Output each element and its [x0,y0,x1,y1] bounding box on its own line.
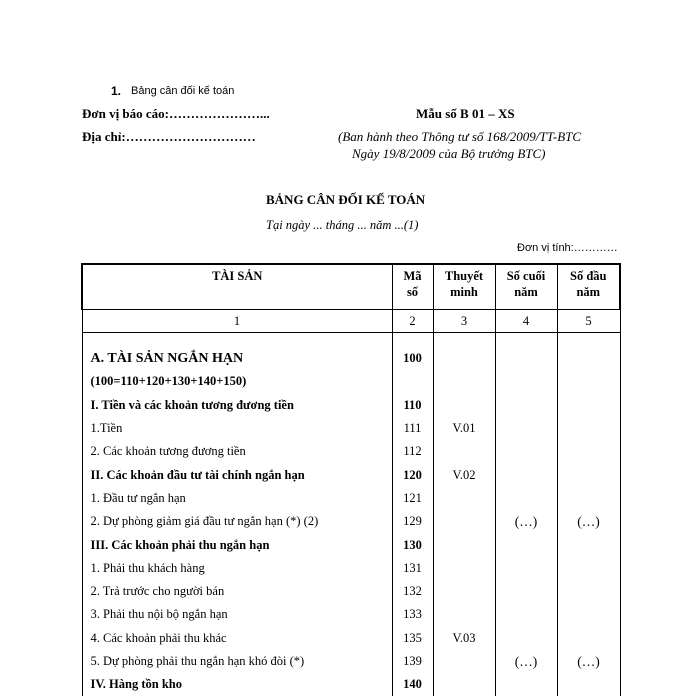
row-year-begin [557,440,620,463]
table-row [82,650,620,673]
spacer-cell [392,333,433,348]
table-row [82,557,620,580]
row-note [433,580,495,603]
row-code [392,370,433,393]
row-note [433,673,495,696]
row-year-begin [557,580,620,603]
row-code: 135 [392,627,433,650]
row-label: 1. Đầu tư ngắn hạn [82,487,392,510]
row-year-end [495,487,557,510]
balance-sheet-table [81,263,621,696]
row-label: II. Các khoản đầu tư tài chính ngắn hạn [82,463,392,486]
row-code: 111 [392,417,433,440]
header-assets [82,264,392,310]
spacer-row [82,333,620,348]
row-label: 3. Phải thu nội bộ ngắn hạn [82,603,392,626]
document-date-line: Tại ngày ... tháng ... năm ...(1) [266,218,419,232]
header-note-line1: Thuyết [444,269,484,283]
column-number: 3 [433,310,495,333]
column-number-row [82,310,620,333]
row-year-end [495,580,557,603]
row-label: I. Tiền và các khoản tương đương tiền [82,394,392,417]
currency-unit: Đơn vị tính:………… [517,242,618,254]
table-row [82,370,620,393]
row-code: 132 [392,580,433,603]
issued-by-line-1: (Ban hành theo Thông tư số 168/2009/TT-BTC [338,129,582,144]
row-note [433,650,495,673]
row-note [433,347,495,370]
table-row [82,440,620,463]
header-year-end [495,264,557,310]
column-number: 2 [392,310,433,333]
section-label: Bảng cân đối kế toán [131,85,235,97]
row-year-end: (…) [495,510,557,533]
row-year-begin [557,487,620,510]
table-row [82,487,620,510]
row-year-end [495,603,557,626]
header-assets-label: TÀI SẢN [212,269,263,283]
row-note [433,510,495,533]
row-note [433,394,495,417]
column-number: 1 [82,310,392,333]
row-year-end [495,627,557,650]
row-year-end [495,347,557,370]
row-label: 4. Các khoản phải thu khác [82,627,392,650]
table-header-row [82,264,620,310]
table-row [82,603,620,626]
row-year-begin [557,394,620,417]
row-year-begin [557,463,620,486]
table-row [82,533,620,556]
row-note [433,440,495,463]
row-label: 5. Dự phòng phải thu ngắn hạn khó đòi (*) [82,650,392,673]
table-row [82,417,620,440]
header-year-begin-line1: Số đầu [570,269,607,283]
row-year-end [495,557,557,580]
spacer-cell [495,333,557,348]
row-label: 2. Các khoản tương đương tiền [82,440,392,463]
row-code: 129 [392,510,433,533]
row-year-begin [557,533,620,556]
table-row [82,347,620,370]
table-row [82,673,620,696]
row-label: 2. Dự phòng giảm giá đầu tư ngắn hạn (*) (2) [82,510,392,533]
row-note [433,487,495,510]
header-code-line2: số [406,285,419,299]
row-year-begin [557,557,620,580]
row-note: V.02 [433,463,495,486]
reporting-unit-label: Đơn vị báo cáo:…………………... [82,106,270,121]
row-year-end [495,463,557,486]
row-year-begin [557,627,620,650]
row-year-end [495,673,557,696]
table-row [82,463,620,486]
row-year-begin: (…) [557,510,620,533]
header-code [392,264,433,310]
document-title: BẢNG CÂN ĐỐI KẾ TOÁN [266,192,426,207]
header-year-end-line1: Số cuối [506,269,546,283]
table-row [82,510,620,533]
spacer-cell [557,333,620,348]
row-year-begin [557,347,620,370]
row-year-end [495,417,557,440]
row-code: 112 [392,440,433,463]
row-year-end [495,394,557,417]
header-year-begin [557,264,620,310]
row-year-begin [557,417,620,440]
row-year-begin [557,370,620,393]
row-code: 133 [392,603,433,626]
header-code-line1: Mã [403,269,422,283]
table-row [82,627,620,650]
section-number: 1. [111,84,122,98]
row-note: V.03 [433,627,495,650]
row-year-begin [557,603,620,626]
row-year-end [495,533,557,556]
row-label: 1.Tiền [82,417,392,440]
row-label: III. Các khoản phải thu ngắn hạn [82,533,392,556]
row-label: A. TÀI SẢN NGẮN HẠN [82,347,392,370]
row-year-begin [557,673,620,696]
row-note [433,370,495,393]
row-code: 110 [392,394,433,417]
header-note-line2: minh [450,285,478,299]
address-label: Địa chỉ:………………………… [82,129,256,144]
header-note [433,264,495,310]
row-note [433,603,495,626]
header-year-begin-line2: năm [576,285,601,299]
row-year-begin: (…) [557,650,620,673]
row-year-end [495,370,557,393]
column-number: 4 [495,310,557,333]
row-year-end: (…) [495,650,557,673]
row-note: V.01 [433,417,495,440]
row-code: 120 [392,463,433,486]
row-label: IV. Hàng tồn kho [82,673,392,696]
row-code: 130 [392,533,433,556]
row-label: (100=110+120+130+140+150) [82,370,392,393]
column-number: 5 [557,310,620,333]
row-code: 100 [392,347,433,370]
row-code: 121 [392,487,433,510]
issued-by-line-2: Ngày 19/8/2009 của Bộ trưởng BTC) [352,146,546,161]
row-note [433,533,495,556]
row-label: 2. Trả trước cho người bán [82,580,392,603]
spacer-cell [82,333,392,348]
header-year-end-line2: năm [514,285,538,299]
table-row [82,580,620,603]
row-year-end [495,440,557,463]
table-row [82,394,620,417]
form-number: Mẫu số B 01 – XS [416,106,515,121]
row-code: 140 [392,673,433,696]
row-note [433,557,495,580]
row-code: 139 [392,650,433,673]
row-code: 131 [392,557,433,580]
row-label: 1. Phải thu khách hàng [82,557,392,580]
spacer-cell [433,333,495,348]
